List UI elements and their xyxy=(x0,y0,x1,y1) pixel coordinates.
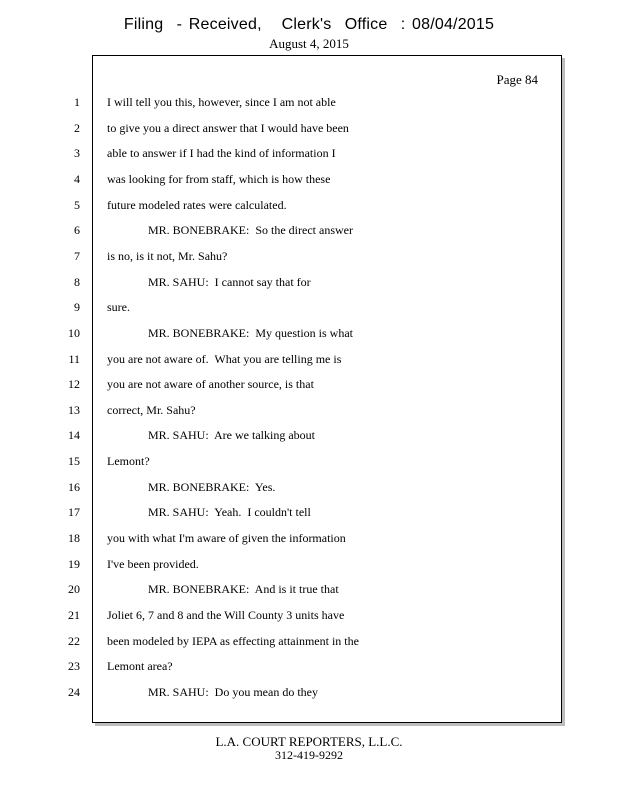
transcript-line xyxy=(0,300,600,326)
line-text: Joliet 6, 7 and 8 and the Will County 3 units have xyxy=(107,608,345,622)
line-text: been modeled by IEPA as effecting attainment in the xyxy=(107,633,359,648)
transcript-line xyxy=(0,352,600,378)
line-number: 20 xyxy=(68,582,80,597)
line-number: 14 xyxy=(68,428,80,443)
transcript-line xyxy=(0,377,600,403)
transcript-line xyxy=(0,172,600,198)
line-text: I've been provided. xyxy=(107,556,199,571)
line-number: 11 xyxy=(68,351,80,366)
line-number: 24 xyxy=(68,684,80,699)
transcript-line xyxy=(0,685,600,711)
transcript-line xyxy=(0,95,600,121)
line-number: 5 xyxy=(74,197,80,212)
page-number: Page 84 xyxy=(496,72,538,87)
line-number: 1 xyxy=(74,95,80,109)
line-number: 3 xyxy=(74,146,80,161)
transcript-line xyxy=(0,326,600,352)
line-text: MR. SAHU: Yeah. I couldn't tell xyxy=(148,505,311,520)
line-text: MR. SAHU: I cannot say that for xyxy=(148,274,311,289)
transcript-line xyxy=(0,531,600,557)
line-number: 2 xyxy=(74,120,80,135)
transcript-line xyxy=(0,505,600,531)
line-number: 17 xyxy=(68,505,80,520)
transcript-line xyxy=(0,454,600,480)
transcript-line xyxy=(0,582,600,608)
line-number: 6 xyxy=(74,223,80,238)
line-text: I will tell you this, however, since I am not able xyxy=(107,95,336,109)
line-number: 19 xyxy=(68,556,80,571)
line-text: MR. SAHU: Do you mean do they xyxy=(148,684,318,699)
line-text: MR. BONEBRAKE: My question is what xyxy=(148,325,354,340)
line-text: you with what I'm aware of given the information xyxy=(107,531,346,546)
line-text: future modeled rates were calculated. xyxy=(107,197,287,212)
line-text: sure. xyxy=(107,300,130,315)
line-number: 15 xyxy=(68,454,80,469)
line-number: 16 xyxy=(68,479,80,494)
transcript-line xyxy=(0,121,600,147)
line-text: you are not aware of. What you are telling me is xyxy=(107,351,342,366)
line-number: 4 xyxy=(74,171,80,186)
line-text: MR. SAHU: Are we talking about xyxy=(148,428,315,443)
line-number: 18 xyxy=(68,531,80,546)
line-number: 13 xyxy=(68,402,80,417)
line-text: able to answer if I had the kind of information I xyxy=(107,146,336,161)
transcript-line xyxy=(0,480,600,506)
transcript-line xyxy=(0,634,600,660)
line-number: 10 xyxy=(68,325,80,340)
transcript-line xyxy=(0,223,600,249)
line-text: to give you a direct answer that I would have been xyxy=(107,120,349,135)
line-number: 23 xyxy=(68,659,80,674)
filing-stamp: Filing - Received, Clerk's Office : 08/04/2015 xyxy=(123,16,495,33)
transcript-line xyxy=(0,428,600,454)
transcript-line xyxy=(0,608,600,634)
filing-date: August 4, 2015 xyxy=(269,36,349,51)
line-number: 12 xyxy=(68,377,80,392)
transcript-line xyxy=(0,198,600,224)
transcript-line xyxy=(0,659,600,685)
court-reporter-name: L.A. COURT REPORTERS, L.L.C. xyxy=(215,734,403,749)
line-text: MR. BONEBRAKE: And is it true that xyxy=(148,582,339,597)
line-text: correct, Mr. Sahu? xyxy=(107,402,196,417)
line-text: MR. BONEBRAKE: So the direct answer xyxy=(148,223,353,238)
line-number: 22 xyxy=(68,633,80,648)
line-number: 7 xyxy=(74,248,80,263)
court-reporter-phone: 312-419-9292 xyxy=(275,748,343,762)
line-text: you are not aware of another source, is that xyxy=(107,377,314,392)
line-text: MR. BONEBRAKE: Yes. xyxy=(148,479,276,494)
line-number: 21 xyxy=(68,608,80,622)
line-number: 8 xyxy=(74,274,80,289)
transcript-line xyxy=(0,146,600,172)
line-text: Lemont? xyxy=(107,454,150,469)
transcript-line xyxy=(0,557,600,583)
line-text: is no, is it not, Mr. Sahu? xyxy=(107,248,228,263)
transcript-line xyxy=(0,275,600,301)
transcript-line xyxy=(0,403,600,429)
line-text: Lemont area? xyxy=(107,659,173,674)
line-text: was looking for from staff, which is how these xyxy=(107,171,331,186)
transcript-line xyxy=(0,249,600,275)
line-number: 9 xyxy=(74,300,80,315)
